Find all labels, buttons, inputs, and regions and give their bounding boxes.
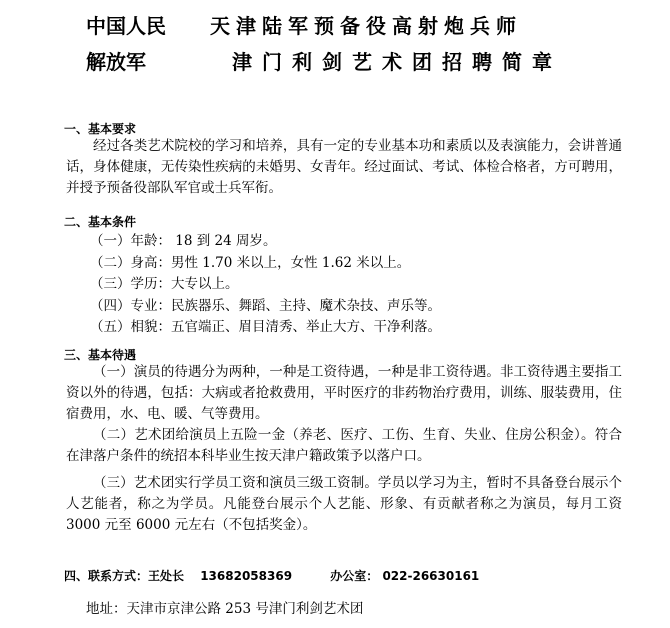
conditions-list: [90, 231, 610, 339]
document-header: [0, 6, 670, 84]
benefits-paragraphs: [66, 362, 622, 536]
list-item: （三）学历：大专以上。: [90, 276, 239, 292]
contact-phone: 13682058369: [200, 569, 293, 583]
office-label: 办公室：: [330, 569, 379, 583]
benefits-paragraph-2: （二）艺术团给演员上五险一金（养老、医疗、工伤、生育、失业、住房公积金）。符合在津落户条件的统招本科毕业生按天津户籍政策予以落户口。: [66, 427, 622, 464]
list-item: （一）年龄： 18 到 24 周岁。: [90, 233, 277, 249]
office-phone: 022-26630161: [382, 569, 480, 583]
title-line-2: 津门利剑艺术团招聘简章: [232, 50, 562, 74]
section-title-conditions: 二、基本条件: [64, 215, 137, 229]
contact-line: [64, 567, 644, 584]
org-line-1: 中国人民: [86, 14, 166, 38]
list-item: （五）相貌：五官端正、眉目清秀、举止大方、干净利落。: [90, 319, 441, 335]
benefits-paragraph-3: （三）艺术团实行学员工资和演员三级工资制。学员以学习为主，暂时不具备登台展示个人艺能者，称之为学员。凡能登台展示个人艺能、形象、有贡献者称之为演员，每月工资 3000 元至 6000 元左右（不包括奖金）。: [66, 475, 622, 533]
title-line-1: 天津陆军预备役高射炮兵师: [210, 14, 522, 38]
organization-name: [86, 8, 196, 80]
document-title: [210, 8, 610, 80]
list-item: （二）身高：男性 1.70 米以上，女性 1.62 米以上。: [90, 254, 411, 271]
section-title-requirements: 一、基本要求: [64, 122, 137, 136]
list-item: （四）专业：民族器乐、舞蹈、主持、魔术杂技、声乐等。: [90, 297, 441, 314]
contact-label: 四、联系方式：王处长: [64, 569, 185, 583]
org-line-2: 解放军: [86, 50, 146, 74]
address: 地址：天津市京津公路 253 号津门利剑艺术团: [86, 601, 364, 617]
benefits-paragraph-1: （一）演员的待遇分为两种，一种是工资待遇，一种是非工资待遇。非工资待遇主要指工资以外的待遇，包括：大病或者抢救费用，平时医疗的非药物治疗费用，训练、服装费用，住宿费用，水、电、暖、气等费用。: [66, 364, 622, 422]
section-title-benefits: 三、基本待遇: [64, 348, 137, 362]
requirements-paragraph: 经过各类艺术院校的学习和培养，具有一定的专业基本功和素质以及表演能力，会讲普通话，身体健康，无传染性疾病的未婚男、女青年。经过面试、考试、体检合格者，方可聘用，并授予预备役部队军官或士兵军衔。: [66, 138, 622, 196]
